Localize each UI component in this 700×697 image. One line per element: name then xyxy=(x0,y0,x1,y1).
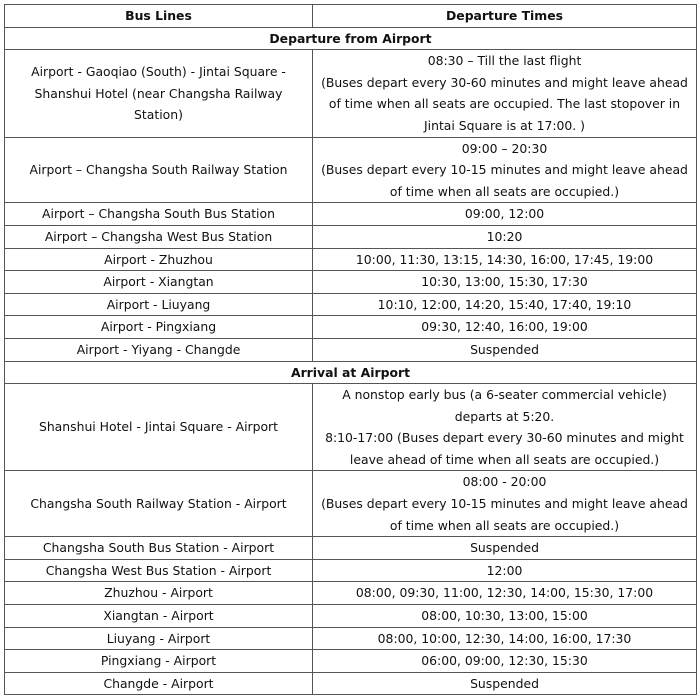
time-text: 08:00, 10:30, 13:00, 15:00 xyxy=(421,608,588,624)
bus-line-cell: Liuyang - Airport xyxy=(5,627,313,650)
table-row xyxy=(5,605,697,628)
table-row xyxy=(5,50,697,137)
departure-times-cell xyxy=(313,672,697,695)
table-row xyxy=(5,650,697,673)
departure-times-cell xyxy=(313,271,697,294)
time-text: (Buses depart every 30-60 minutes and might leave ahead of time when all seats are occupied. The last stopover in Jintai Square is at 17:00. ) xyxy=(321,74,688,133)
table-row xyxy=(5,271,697,294)
departure-times-cell xyxy=(313,627,697,650)
departure-times-cell xyxy=(313,471,697,537)
bus-line-cell: Shanshui Hotel - Jintai Square - Airport xyxy=(5,384,313,471)
time-text: 08:30 – Till the last flight xyxy=(427,53,582,69)
departure-times-cell xyxy=(313,137,697,203)
table-row xyxy=(5,537,697,560)
arrival-section-title: Arrival at Airport xyxy=(5,361,697,384)
time-text: 09:30, 12:40, 16:00, 19:00 xyxy=(421,319,588,335)
time-text: 09:00 – 20:30 xyxy=(461,140,548,156)
bus-line-cell: Airport - Xiangtan xyxy=(5,271,313,294)
bus-line-cell: Changsha South Bus Station - Airport xyxy=(5,537,313,560)
time-text: 10:20 xyxy=(486,228,523,244)
bus-line-cell: Airport - Pingxiang xyxy=(5,316,313,339)
arrival-section-row xyxy=(5,361,697,384)
departure-section-title: Departure from Airport xyxy=(5,27,697,50)
time-text: (Buses depart every 10-15 minutes and might leave ahead of time when all seats are occupied.) xyxy=(321,496,688,533)
time-text: 06:00, 09:00, 12:30, 15:30 xyxy=(421,653,588,669)
departure-times-cell xyxy=(313,225,697,248)
departure-times-cell xyxy=(313,248,697,271)
departure-times-cell xyxy=(313,582,697,605)
time-text: 10:30, 13:00, 15:30, 17:30 xyxy=(421,274,588,290)
time-text: 10:10, 12:00, 14:20, 15:40, 17:40, 19:10 xyxy=(377,296,632,312)
table-row xyxy=(5,672,697,695)
bus-line-cell: Airport - Liuyang xyxy=(5,293,313,316)
bus-line-cell: Changde - Airport xyxy=(5,672,313,695)
departure-times-cell xyxy=(313,384,697,471)
bus-line-cell: Airport - Yiyang - Changde xyxy=(5,338,313,361)
time-text: 10:00, 11:30, 13:15, 14:30, 16:00, 17:45, 19:00 xyxy=(355,251,654,267)
departure-times-cell xyxy=(313,605,697,628)
time-text: Suspended xyxy=(470,341,539,357)
time-text: 08:00, 10:00, 12:30, 14:00, 16:00, 17:30 xyxy=(377,630,632,646)
departure-times-cell xyxy=(313,537,697,560)
time-text: Suspended xyxy=(470,540,539,556)
time-text: (Buses depart every 10-15 minutes and might leave ahead of time when all seats are occupied.) xyxy=(321,162,688,199)
table-row xyxy=(5,137,697,203)
header-row xyxy=(5,5,697,28)
header-bus-lines: Bus Lines xyxy=(5,5,313,28)
table-row xyxy=(5,316,697,339)
time-text: 12:00 xyxy=(486,562,523,578)
table-row xyxy=(5,471,697,537)
bus-line-cell: Airport - Zhuzhou xyxy=(5,248,313,271)
table-row xyxy=(5,225,697,248)
table-row xyxy=(5,582,697,605)
time-text: 08:00 - 20:00 xyxy=(462,474,547,490)
table-row xyxy=(5,248,697,271)
time-text: A nonstop early bus (a 6-seater commercial vehicle) departs at 5:20. xyxy=(342,387,667,424)
bus-timetable xyxy=(4,4,697,695)
departure-times-cell xyxy=(313,50,697,137)
departure-times-cell xyxy=(313,316,697,339)
bus-line-cell: Xiangtan - Airport xyxy=(5,605,313,628)
time-text: 08:00, 09:30, 11:00, 12:30, 14:00, 15:30, 17:00 xyxy=(355,585,654,601)
bus-line-cell: Zhuzhou - Airport xyxy=(5,582,313,605)
table-row xyxy=(5,203,697,226)
departure-section-row xyxy=(5,27,697,50)
time-text: 09:00, 12:00 xyxy=(464,206,545,222)
table-row xyxy=(5,384,697,471)
bus-line-cell: Pingxiang - Airport xyxy=(5,650,313,673)
bus-line-cell: Airport – Changsha South Railway Station xyxy=(5,137,313,203)
table-row xyxy=(5,338,697,361)
table-row xyxy=(5,559,697,582)
bus-line-cell: Airport – Changsha South Bus Station xyxy=(5,203,313,226)
departure-times-cell xyxy=(313,338,697,361)
bus-line-cell: Changsha West Bus Station - Airport xyxy=(5,559,313,582)
time-text: Suspended xyxy=(470,675,539,691)
bus-line-cell: Airport - Gaoqiao (South) - Jintai Square - Shanshui Hotel (near Changsha Railway Station) xyxy=(5,50,313,137)
bus-line-cell: Airport – Changsha West Bus Station xyxy=(5,225,313,248)
table-row xyxy=(5,293,697,316)
bus-line-cell: Changsha South Railway Station - Airport xyxy=(5,471,313,537)
table-row xyxy=(5,627,697,650)
departure-times-cell xyxy=(313,293,697,316)
departure-times-cell xyxy=(313,650,697,673)
departure-times-cell xyxy=(313,559,697,582)
time-text: 8:10-17:00 (Buses depart every 30-60 minutes and might leave ahead of time when all seats are occupied.) xyxy=(325,430,684,467)
header-departure-times: Departure Times xyxy=(313,5,697,28)
departure-times-cell xyxy=(313,203,697,226)
